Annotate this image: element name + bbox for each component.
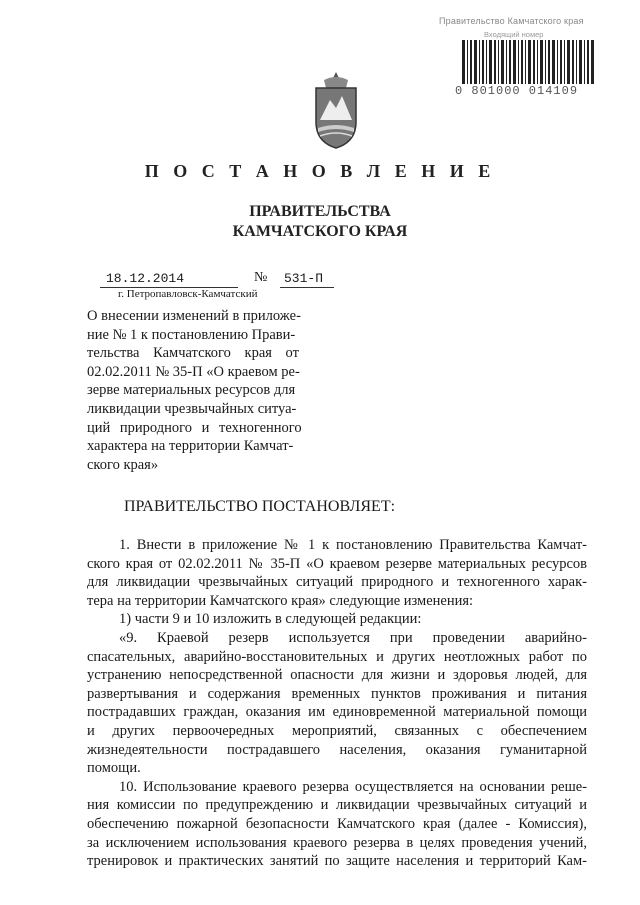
city-of-issue: г. Петропавловск-Камчатский xyxy=(118,288,258,300)
subject-line: ского края» xyxy=(87,456,159,473)
subject-line: ций природного и техногенного xyxy=(87,419,302,436)
body-line: развертывания и содержания временных пунктов проживания и питания xyxy=(87,685,587,702)
subject-line: зерве материальных ресурсов для xyxy=(87,382,296,399)
body-line: и других первоочередных мероприятий, связанных с обеспечением xyxy=(87,722,587,739)
subject-line: 02.02.2011 № 35-П «О краевом ре- xyxy=(87,363,300,380)
body-line: помощи. xyxy=(87,760,141,777)
subject-line: характера на территории Камчат- xyxy=(87,438,294,455)
document-subject xyxy=(87,307,317,474)
authority-line-2: КАМЧАТСКОГО КРАЯ xyxy=(232,223,408,240)
document-date: 18.12.2014 xyxy=(106,271,185,286)
body-line: спасательных, аварийно-восстановительных и других неотложных работ по xyxy=(87,648,587,665)
issuing-authority xyxy=(0,202,640,242)
subject-line: О внесении изменений в приложе- xyxy=(87,308,301,324)
document-title: П О С Т А Н О В Л Е Н И Е xyxy=(144,161,496,181)
body-line: 1) части 9 и 10 изложить в следующей редакции: xyxy=(119,611,422,628)
body-line: 1. Внести в приложение № 1 к постановлению Правительства Камчат- xyxy=(119,537,587,553)
body-line: ния комиссии по предупреждению и ликвидации чрезвычайных ситуаций и xyxy=(87,797,587,814)
barcode-icon xyxy=(462,40,594,86)
number-sign: № xyxy=(254,270,268,285)
body-line: 10. Использование краевого резерва осуществляется на основании реше- xyxy=(119,778,587,795)
document-number: 531-П xyxy=(284,271,324,286)
body-line: тренировок и практических занятий по защите населения и территорий Кам- xyxy=(87,853,587,870)
body-line: за исключением использования краевого резерва в целях проведения учений, xyxy=(87,834,587,851)
body-line: устранению непосредственной опасности для жизни и здоровья людей, для xyxy=(87,667,587,684)
decree-heading: ПРАВИТЕЛЬСТВО ПОСТАНОВЛЯЕТ: xyxy=(124,498,396,515)
kamchatka-coat-of-arms-icon xyxy=(310,70,362,150)
number-underline xyxy=(280,287,334,288)
body-line: ского края от 02.02.2011 № 35-П «О краевом резерве материальных ресурсов xyxy=(87,555,587,572)
authority-line-1: ПРАВИТЕЛЬСТВА xyxy=(249,203,391,220)
registration-stamp-title: Правительство Камчатского края xyxy=(439,16,584,26)
body-line: жизнедеятельности пострадавшего населения, оказания гуманитарной xyxy=(87,741,587,758)
registration-stamp-subtitle: Входящий номер xyxy=(484,30,544,39)
body-line: обеспечению пожарной безопасности Камчатского края (далее - Комиссия), xyxy=(87,815,587,832)
barcode-number: 0 801000 014109 xyxy=(455,84,579,98)
subject-line: тельства Камчатского края от xyxy=(87,345,299,362)
body-line: пострадавших граждан, оказания им единовременной материальной помощи xyxy=(87,704,587,721)
body-line: для ликвидации чрезвычайных ситуаций природного и техногенного харак- xyxy=(87,574,587,591)
body-line: «9. Краевой резерв используется при проведении аварийно- xyxy=(119,629,587,646)
body-line: тера на территории Камчатского края» следующие изменения: xyxy=(87,592,474,609)
subject-line: ликвидации чрезвычайных ситуа- xyxy=(87,400,297,417)
subject-line: ние № 1 к постановлению Прави- xyxy=(87,326,296,343)
document-body xyxy=(87,536,587,871)
